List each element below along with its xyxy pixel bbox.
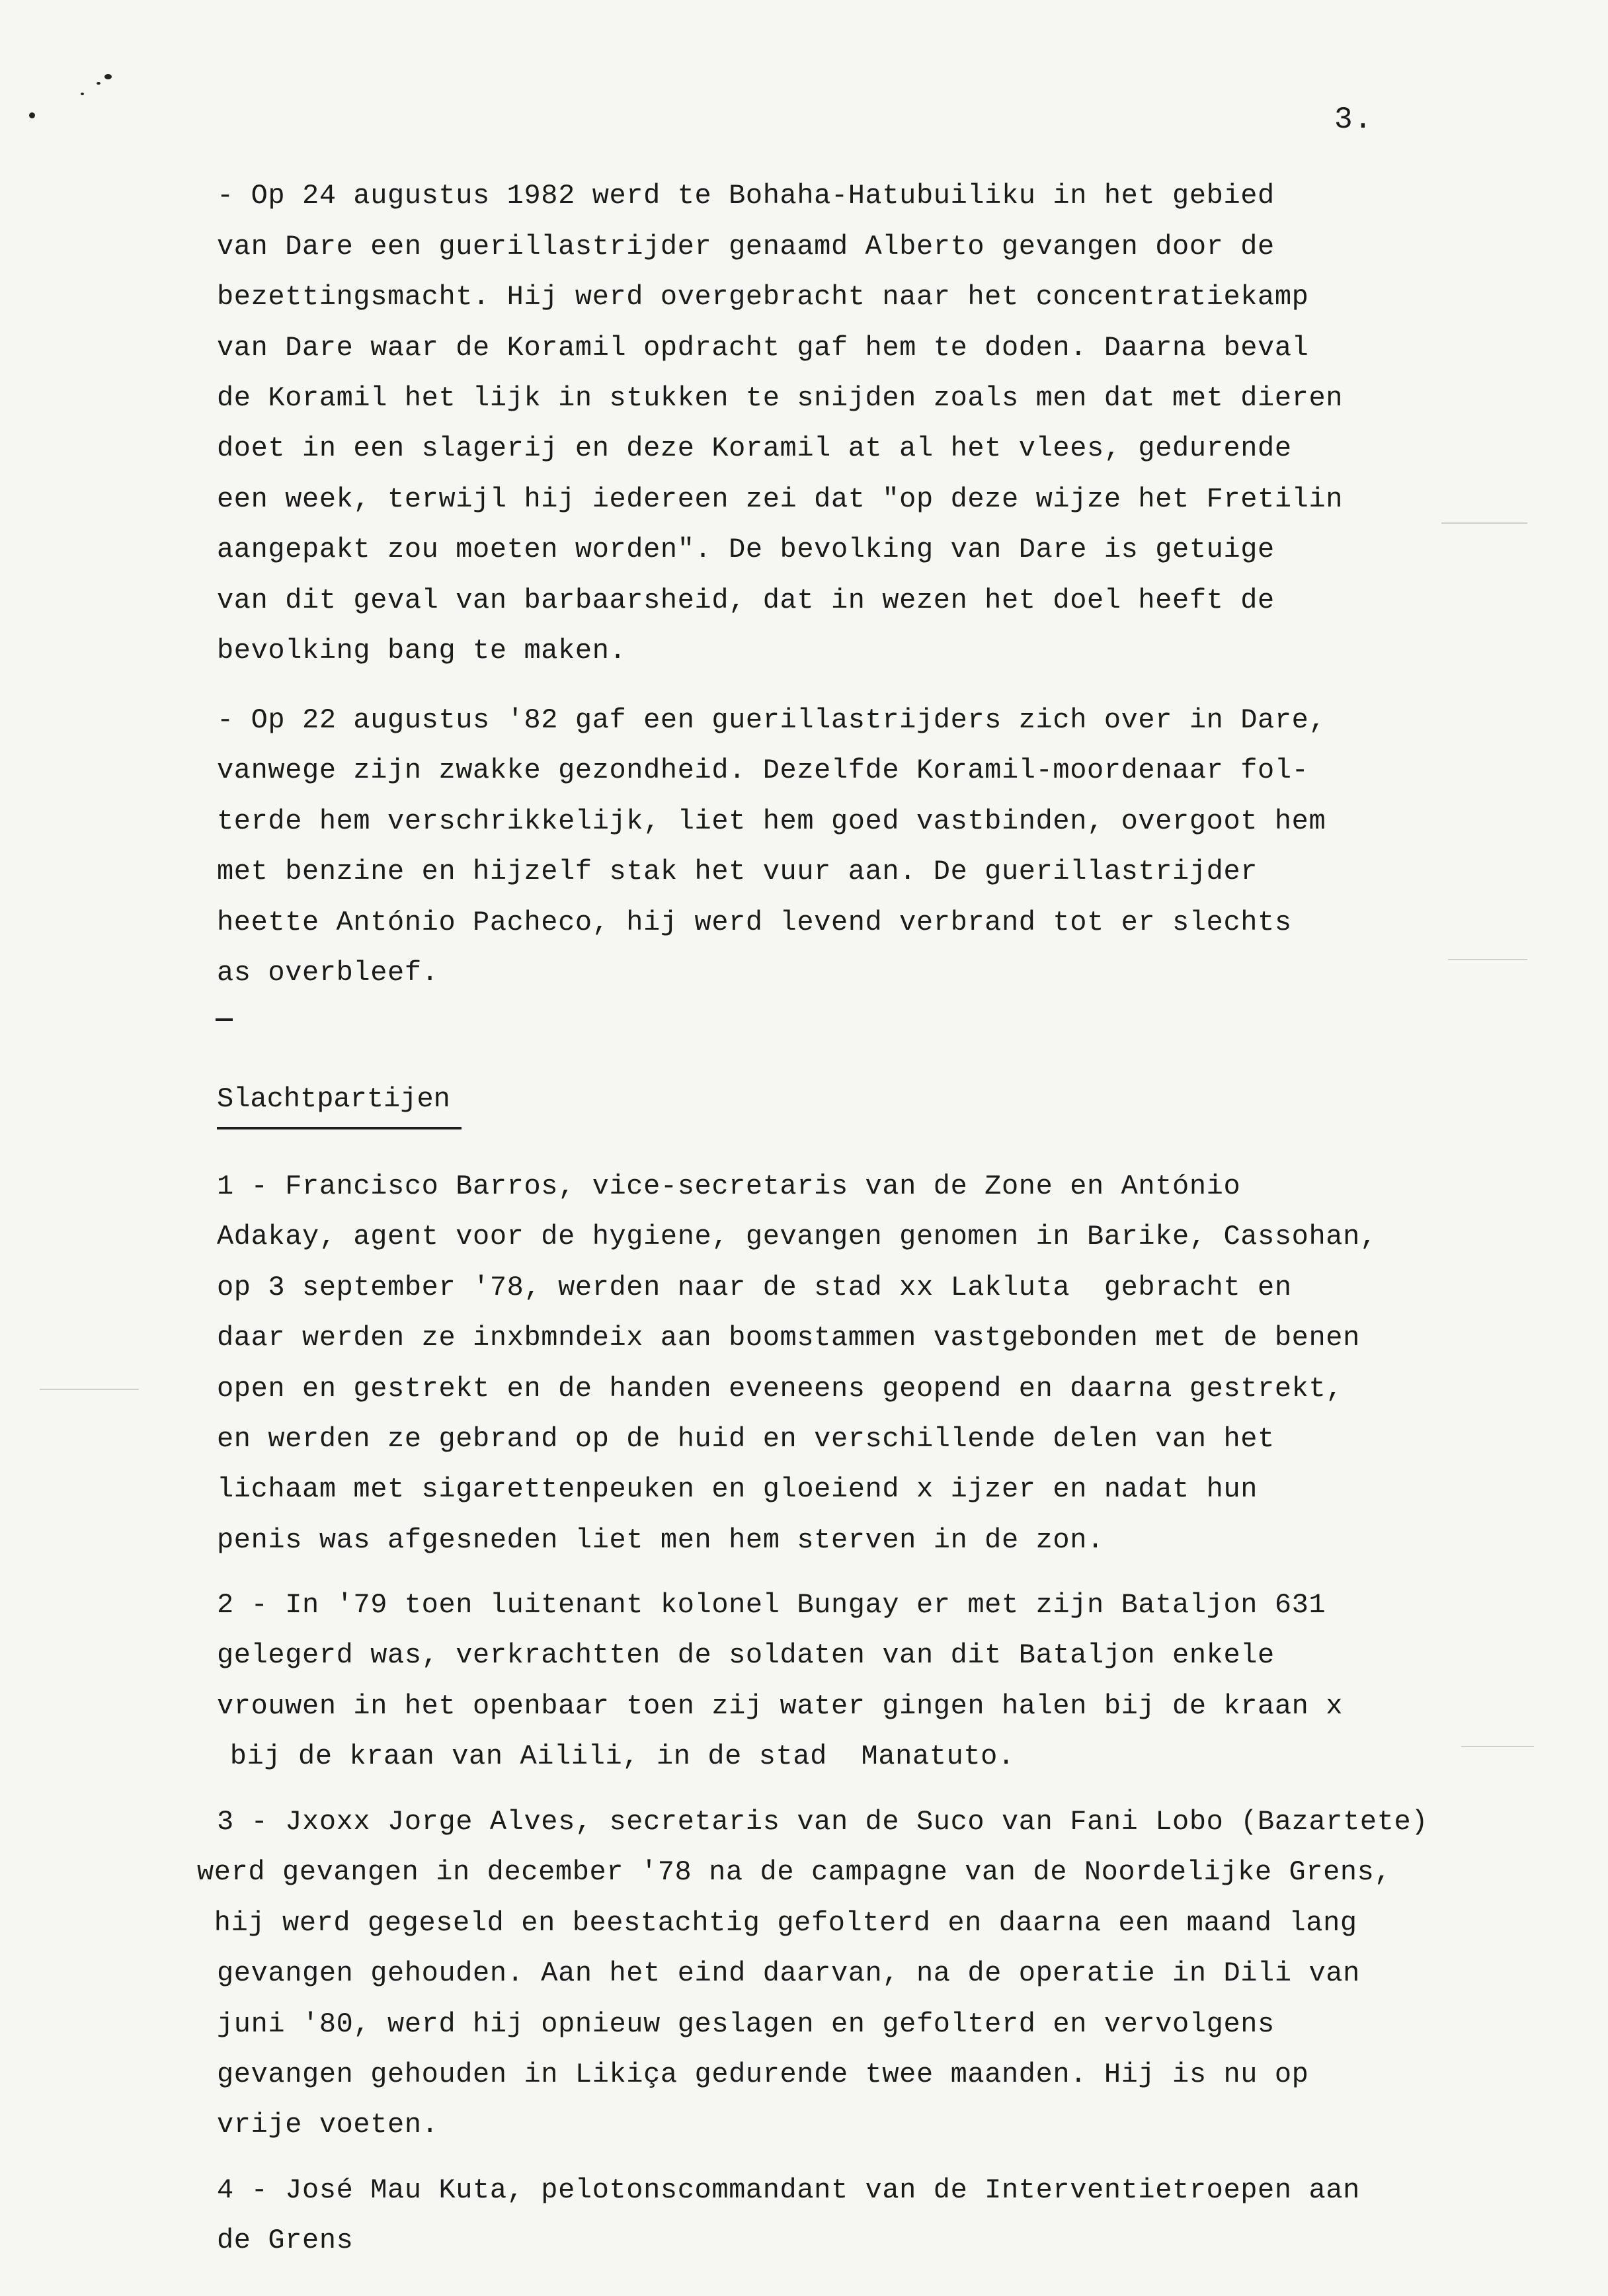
scan-artifact-line: [40, 1389, 139, 1390]
paragraph-line: doet in een slagerij en deze Koramil at al het vlees, gedurende: [217, 432, 1292, 464]
item-line: vrije voeten.: [217, 2109, 439, 2141]
heading-underline: [217, 1127, 462, 1129]
item-line: gevangen gehouden. Aan het eind daarvan, na de operatie in Dili van: [217, 1957, 1360, 1989]
item-line: vrouwen in het openbaar toen zij water gingen halen bij de kraan x: [217, 1690, 1344, 1722]
paragraph-line: heette António Pacheco, hij werd levend verbrand tot er slechts: [217, 907, 1292, 938]
section-heading: Slachtpartijen: [217, 1083, 450, 1115]
item-line: op 3 september '78, werden naar de stad xx Lakluta gebracht en: [217, 1272, 1292, 1303]
paragraph-line: met benzine en hijzelf stak het vuur aan. De guerillastrijder: [217, 856, 1258, 887]
item-line: 2 - In '79 toen luitenant kolonel Bungay er met zijn Bataljon 631: [217, 1589, 1326, 1621]
item-line: de Grens: [217, 2225, 354, 2256]
item-line: Adakay, agent voor de hygiene, gevangen genomen in Barike, Cassohan,: [217, 1221, 1377, 1252]
item-line: 4 - José Mau Kuta, pelotonscommandant van de Interventietroepen aan: [217, 2174, 1360, 2206]
paragraph-line: van dit geval van barbaarsheid, dat in wezen het doel heeft de: [217, 585, 1275, 616]
item-line: gevangen gehouden in Likiça gedurende twee maanden. Hij is nu op: [217, 2059, 1309, 2090]
paragraph-line: aangepakt zou moeten worden". De bevolking van Dare is getuige: [217, 534, 1275, 565]
paragraph-line: vanwege zijn zwakke gezondheid. Dezelfde Koramil-moordenaar fol-: [217, 755, 1309, 786]
item-line: lichaam met sigarettenpeuken en gloeiend x ijzer en nadat hun: [217, 1473, 1258, 1505]
scan-speck: [29, 112, 35, 118]
item-line: open en gestrekt en de handen eveneens geopend en daarna gestrekt,: [217, 1373, 1344, 1405]
item-line: 1 - Francisco Barros, vice-secretaris van de Zone en António: [217, 1170, 1241, 1202]
paragraph-line: as overbleef.: [217, 957, 439, 989]
item-line: penis was afgesneden liet men hem sterven in de zon.: [217, 1524, 1104, 1556]
scan-speck: [97, 82, 100, 85]
paragraph-line: van Dare waar de Koramil opdracht gaf hem te doden. Daarna beval: [217, 332, 1309, 364]
paragraph-line: - Op 22 augustus '82 gaf een guerillastrijders zich over in Dare,: [217, 704, 1326, 736]
scan-speck: [81, 93, 84, 95]
paragraph-line: bezettingsmacht. Hij werd overgebracht naar het concentratiekamp: [217, 281, 1309, 313]
scan-artifact-line: [1441, 522, 1527, 524]
item-line: juni '80, werd hij opnieuw geslagen en gefolterd en vervolgens: [217, 2008, 1275, 2040]
paragraph-line: terde hem verschrikkelijk, liet hem goed vastbinden, overgoot hem: [217, 805, 1326, 837]
stray-dash: [216, 1018, 233, 1021]
paragraph-line: een week, terwijl hij iedereen zei dat "op deze wijze het Fretilin: [217, 483, 1344, 515]
item-line: gelegerd was, verkrachtten de soldaten van dit Bataljon enkele: [217, 1639, 1275, 1671]
scan-speck: [104, 74, 112, 79]
page-number: 3.: [1334, 102, 1374, 137]
item-line: daar werden ze inxbmndeix aan boomstammen vastgebonden met de benen: [217, 1322, 1360, 1354]
item-line: en werden ze gebrand op de huid en verschillende delen van het: [217, 1423, 1275, 1455]
scan-artifact-line: [1448, 959, 1527, 960]
item-line: hij werd gegeseld en beestachtig gefolterd en daarna een maand lang: [197, 1907, 1357, 1939]
item-line: bij de kraan van Ailili, in de stad Manatuto.: [213, 1741, 1015, 1772]
item-line: werd gevangen in december '78 na de campagne van de Noordelijke Grens,: [197, 1856, 1392, 1888]
paragraph-line: de Koramil het lijk in stukken te snijden zoals men dat met dieren: [217, 382, 1344, 414]
paragraph-line: - Op 24 augustus 1982 werd te Bohaha-Hatubuiliku in het gebied: [217, 180, 1275, 212]
scan-artifact-line: [1461, 1746, 1534, 1747]
paragraph-line: van Dare een guerillastrijder genaamd Alberto gevangen door de: [217, 231, 1275, 263]
paragraph-line: bevolking bang te maken.: [217, 635, 627, 667]
item-line: 3 - Jxoxx Jorge Alves, secretaris van de Suco van Fani Lobo (Bazartete): [217, 1806, 1429, 1838]
